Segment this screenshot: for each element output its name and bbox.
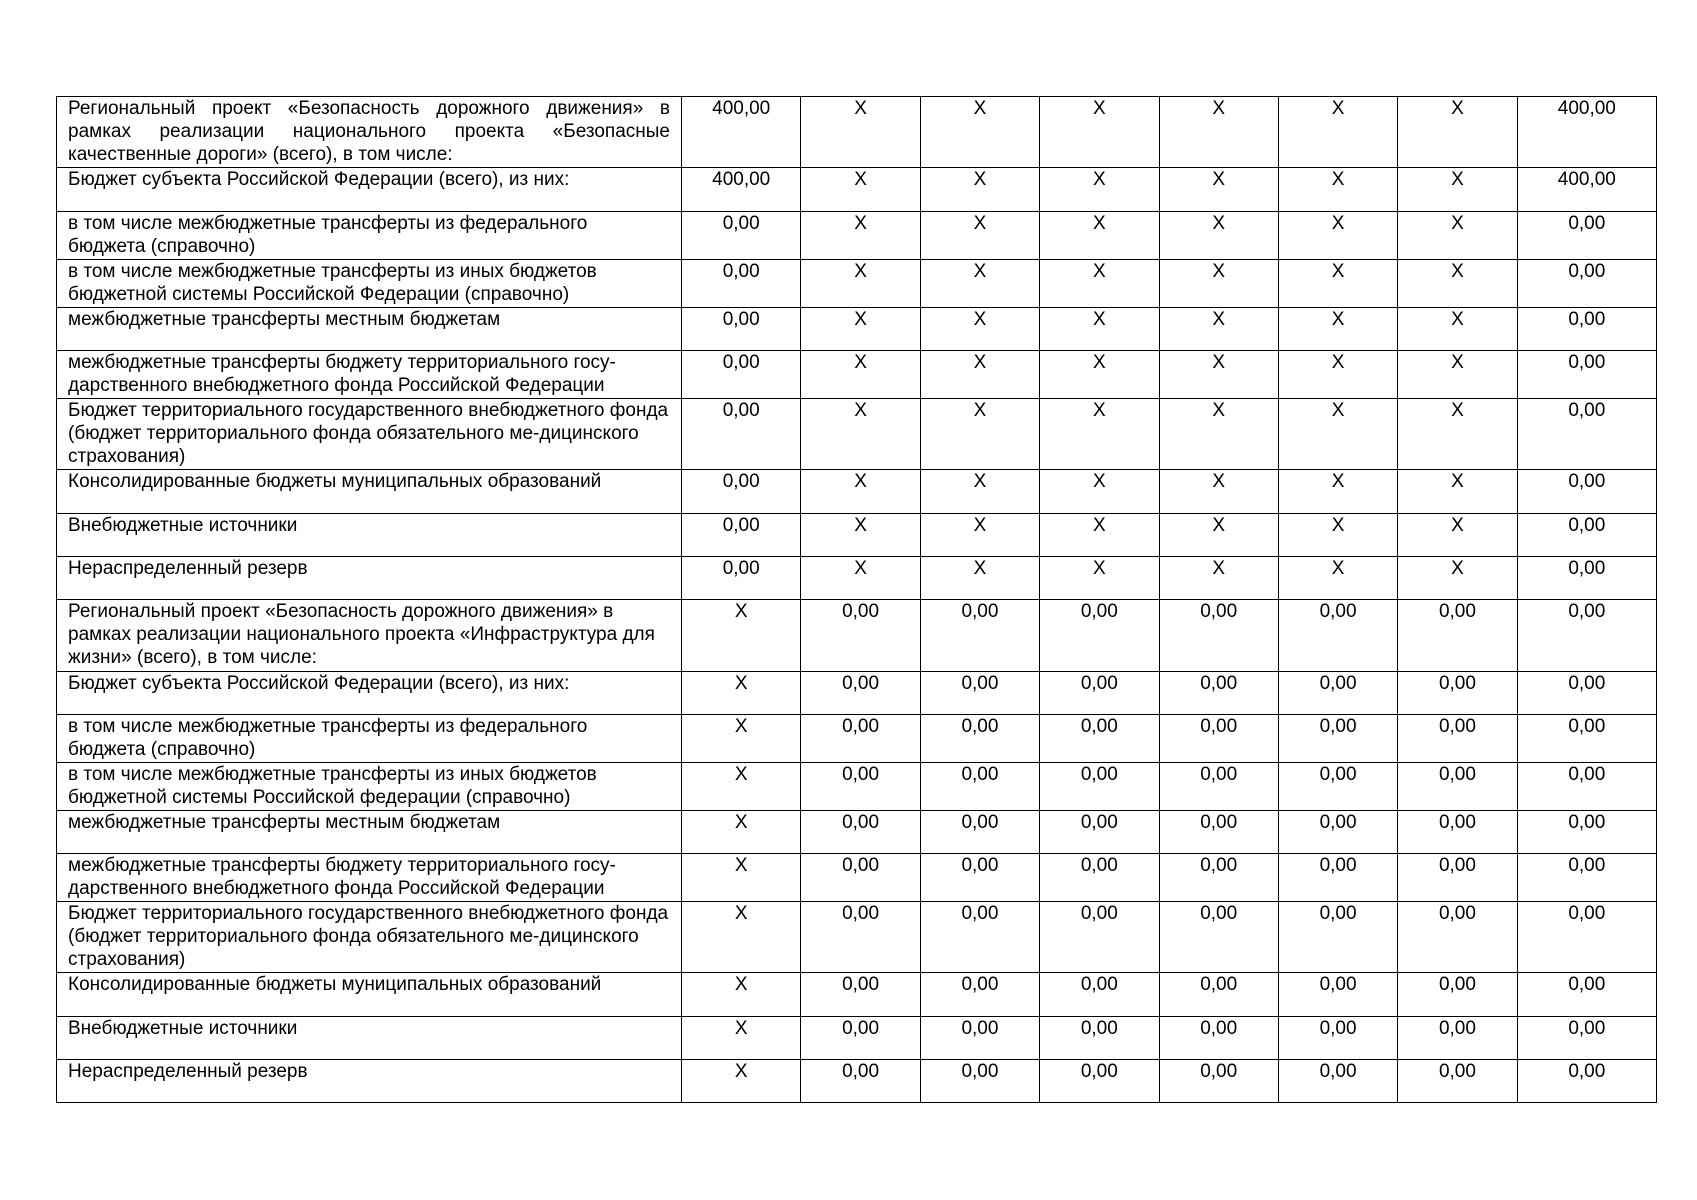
total-cell: 0,00 (1517, 715, 1656, 763)
value-cell: X (920, 557, 1039, 600)
value-cell: 0,00 (920, 715, 1039, 763)
value-cell: X (1278, 557, 1397, 600)
row-label-cell (57, 1060, 682, 1103)
total-cell: 0,00 (1517, 1017, 1656, 1060)
total-cell: 0,00 (1517, 351, 1656, 399)
total-cell: 0,00 (1517, 973, 1656, 1017)
value-cell: X (1398, 470, 1517, 514)
row-label: межбюджетные трансферты бюджету территориального госу-дарственного внебюджетного фонда Российской Федерации (68, 855, 616, 899)
row-label: межбюджетные трансферты бюджету территориального госу-дарственного внебюджетного фонда Российской Федерации (68, 352, 616, 396)
value-cell: 0,00 (1278, 672, 1397, 715)
value-cell: 0,00 (1040, 763, 1159, 811)
value-cell: 0,00 (1159, 902, 1278, 973)
value-cell: X (1040, 470, 1159, 514)
row-label: в том числе межбюджетные трансферты из иных бюджетов бюджетной системы Российской федерации (справочно) (68, 764, 597, 808)
total-cell: 0,00 (1517, 854, 1656, 902)
value-cell: 0,00 (1398, 715, 1517, 763)
value-cell: X (920, 97, 1039, 168)
value-cell: 0,00 (1278, 715, 1397, 763)
row-label: Бюджет субъекта Российской Федерации (всего), из них: (68, 169, 570, 190)
value-cell: 0,00 (920, 1060, 1039, 1103)
value-cell: 400,00 (682, 97, 801, 168)
value-cell: X (920, 260, 1039, 308)
value-cell: X (801, 351, 920, 399)
row-label-cell (57, 902, 682, 973)
value-cell: 0,00 (1398, 1017, 1517, 1060)
value-cell: X (1040, 212, 1159, 260)
value-cell: 0,00 (1159, 811, 1278, 854)
row-label: в том числе межбюджетные трансферты из иных бюджетов бюджетной системы Российской Федерации (справочно) (68, 261, 597, 305)
table-row (57, 600, 1657, 672)
table-row (57, 470, 1657, 514)
value-cell: X (1278, 399, 1397, 470)
value-cell: 0,00 (682, 399, 801, 470)
value-cell: X (1398, 514, 1517, 557)
value-cell: X (1159, 399, 1278, 470)
value-cell: X (1398, 351, 1517, 399)
value-cell: 0,00 (1159, 973, 1278, 1017)
value-cell: X (801, 260, 920, 308)
value-cell: 0,00 (1398, 973, 1517, 1017)
table-row (57, 212, 1657, 260)
value-cell: X (920, 168, 1039, 212)
value-cell: 0,00 (801, 811, 920, 854)
value-cell: X (682, 811, 801, 854)
value-cell: X (682, 600, 801, 672)
value-cell: X (1040, 97, 1159, 168)
value-cell: X (1398, 399, 1517, 470)
value-cell: 0,00 (1159, 1060, 1278, 1103)
row-label: Нераспределенный резерв (68, 1061, 308, 1082)
value-cell: 0,00 (920, 672, 1039, 715)
row-label: Бюджет субъекта Российской Федерации (всего), из них: (68, 673, 570, 694)
row-label-cell (57, 557, 682, 600)
value-cell: X (1040, 308, 1159, 351)
row-label: Консолидированные бюджеты муниципальных образований (68, 471, 602, 492)
table-row (57, 1017, 1657, 1060)
value-cell: 0,00 (1278, 902, 1397, 973)
table-row (57, 672, 1657, 715)
value-cell: X (682, 973, 801, 1017)
value-cell: 0,00 (1398, 811, 1517, 854)
table-row (57, 854, 1657, 902)
value-cell: 0,00 (920, 600, 1039, 672)
total-cell: 0,00 (1517, 470, 1656, 514)
row-label-cell (57, 973, 682, 1017)
value-cell: 0,00 (920, 811, 1039, 854)
total-cell: 400,00 (1517, 168, 1656, 212)
table-row (57, 351, 1657, 399)
row-label: Внебюджетные источники (68, 515, 298, 536)
table-row (57, 973, 1657, 1017)
value-cell: 0,00 (1159, 763, 1278, 811)
value-cell: X (920, 514, 1039, 557)
row-label-cell (57, 715, 682, 763)
table-body (57, 97, 1657, 1103)
row-label: Нераспределенный резерв (68, 558, 308, 579)
row-label-cell (57, 212, 682, 260)
row-label-cell (57, 1017, 682, 1060)
row-label-cell (57, 97, 682, 168)
value-cell: X (682, 672, 801, 715)
value-cell: 0,00 (1398, 902, 1517, 973)
value-cell: 0,00 (1278, 1017, 1397, 1060)
value-cell: 0,00 (1278, 811, 1397, 854)
value-cell: 0,00 (801, 902, 920, 973)
value-cell: X (1398, 212, 1517, 260)
row-label: в том числе межбюджетные трансферты из федерального бюджета (справочно) (68, 213, 588, 257)
value-cell: 0,00 (1398, 854, 1517, 902)
total-cell: 0,00 (1517, 514, 1656, 557)
value-cell: 0,00 (1040, 600, 1159, 672)
row-label-cell (57, 672, 682, 715)
value-cell: 0,00 (1159, 854, 1278, 902)
value-cell: X (1398, 260, 1517, 308)
value-cell: 0,00 (1040, 854, 1159, 902)
value-cell: 0,00 (682, 557, 801, 600)
value-cell: 0,00 (682, 470, 801, 514)
total-cell: 0,00 (1517, 902, 1656, 973)
value-cell: X (1159, 351, 1278, 399)
value-cell: 400,00 (682, 168, 801, 212)
row-label-cell (57, 854, 682, 902)
row-label-cell (57, 351, 682, 399)
table-row (57, 399, 1657, 470)
value-cell: X (801, 168, 920, 212)
total-cell: 0,00 (1517, 212, 1656, 260)
value-cell: 0,00 (1159, 600, 1278, 672)
value-cell: 0,00 (920, 854, 1039, 902)
value-cell: 0,00 (682, 260, 801, 308)
value-cell: 0,00 (801, 854, 920, 902)
value-cell: X (920, 212, 1039, 260)
value-cell: 0,00 (1040, 811, 1159, 854)
value-cell: 0,00 (682, 212, 801, 260)
value-cell: 0,00 (1040, 715, 1159, 763)
row-label: Региональный проект «Безопасность дорожного движения» в рамках реализации национального проекта «Безопасные качественные дороги» (всего), в том числе: (68, 98, 670, 165)
value-cell: 0,00 (1159, 672, 1278, 715)
value-cell: X (1278, 212, 1397, 260)
row-label-cell (57, 600, 682, 672)
value-cell: X (1278, 514, 1397, 557)
value-cell: X (1040, 351, 1159, 399)
value-cell: X (1159, 260, 1278, 308)
value-cell: 0,00 (801, 1017, 920, 1060)
total-cell: 0,00 (1517, 399, 1656, 470)
value-cell: 0,00 (1398, 600, 1517, 672)
value-cell: X (1040, 514, 1159, 557)
value-cell: 0,00 (801, 672, 920, 715)
value-cell: X (1159, 308, 1278, 351)
value-cell: 0,00 (1278, 854, 1397, 902)
row-label-cell (57, 168, 682, 212)
table-row (57, 715, 1657, 763)
value-cell: X (1040, 260, 1159, 308)
value-cell: 0,00 (1040, 1060, 1159, 1103)
value-cell: X (801, 308, 920, 351)
value-cell: 0,00 (801, 763, 920, 811)
value-cell: 0,00 (682, 308, 801, 351)
value-cell: X (1159, 557, 1278, 600)
value-cell: 0,00 (801, 1060, 920, 1103)
value-cell: X (682, 902, 801, 973)
value-cell: X (1398, 168, 1517, 212)
value-cell: 0,00 (920, 1017, 1039, 1060)
value-cell: X (682, 1017, 801, 1060)
value-cell: 0,00 (1040, 1017, 1159, 1060)
row-label-cell (57, 470, 682, 514)
value-cell: 0,00 (1278, 973, 1397, 1017)
row-label-cell (57, 308, 682, 351)
table-row (57, 514, 1657, 557)
value-cell: X (801, 514, 920, 557)
row-label: Региональный проект «Безопасность дорожного движения» в рамках реализации национального проекта «Инфраструктура для жизни» (всего), в том числе: (68, 601, 655, 668)
value-cell: 0,00 (1159, 715, 1278, 763)
value-cell: X (1398, 97, 1517, 168)
value-cell: X (1278, 260, 1397, 308)
value-cell: 0,00 (1278, 1060, 1397, 1103)
value-cell: X (1040, 399, 1159, 470)
table-row (57, 902, 1657, 973)
row-label: межбюджетные трансферты местным бюджетам (68, 309, 501, 330)
table-row (57, 811, 1657, 854)
value-cell: X (801, 470, 920, 514)
value-cell: X (1278, 470, 1397, 514)
value-cell: X (1159, 97, 1278, 168)
value-cell: X (801, 399, 920, 470)
row-label: Внебюджетные источники (68, 1018, 298, 1039)
value-cell: 0,00 (801, 600, 920, 672)
total-cell: 0,00 (1517, 763, 1656, 811)
value-cell: X (1278, 351, 1397, 399)
value-cell: 0,00 (1040, 973, 1159, 1017)
total-cell: 0,00 (1517, 260, 1656, 308)
value-cell: 0,00 (1398, 763, 1517, 811)
value-cell: X (682, 854, 801, 902)
total-cell: 0,00 (1517, 672, 1656, 715)
row-label-cell (57, 514, 682, 557)
value-cell: X (920, 399, 1039, 470)
total-cell: 0,00 (1517, 557, 1656, 600)
value-cell: X (1278, 97, 1397, 168)
value-cell: 0,00 (1040, 902, 1159, 973)
table-row (57, 557, 1657, 600)
value-cell: X (1159, 168, 1278, 212)
value-cell: 0,00 (1278, 600, 1397, 672)
value-cell: X (1159, 212, 1278, 260)
value-cell: X (801, 212, 920, 260)
value-cell: X (682, 1060, 801, 1103)
row-label: Консолидированные бюджеты муниципальных образований (68, 974, 602, 995)
value-cell: 0,00 (682, 514, 801, 557)
total-cell: 0,00 (1517, 1060, 1656, 1103)
value-cell: 0,00 (801, 973, 920, 1017)
row-label: Бюджет территориального государственного внебюджетного фонда (бюджет территориального фонда обязательного ме-дицинского страхования) (68, 903, 669, 970)
row-label-cell (57, 399, 682, 470)
value-cell: X (801, 557, 920, 600)
value-cell: 0,00 (1398, 672, 1517, 715)
value-cell: 0,00 (1398, 1060, 1517, 1103)
value-cell: 0,00 (801, 715, 920, 763)
table-row (57, 168, 1657, 212)
row-label: в том числе межбюджетные трансферты из федерального бюджета (справочно) (68, 716, 588, 760)
budget-table (56, 96, 1657, 1103)
total-cell: 0,00 (1517, 811, 1656, 854)
value-cell: X (1159, 514, 1278, 557)
value-cell: 0,00 (1159, 1017, 1278, 1060)
value-cell: X (920, 351, 1039, 399)
row-label-cell (57, 811, 682, 854)
value-cell: X (920, 470, 1039, 514)
row-label: межбюджетные трансферты местным бюджетам (68, 812, 501, 833)
value-cell: X (682, 763, 801, 811)
row-label: Бюджет территориального государственного внебюджетного фонда (бюджет территориального фонда обязательного ме-дицинского страхования) (68, 400, 669, 467)
table-row (57, 260, 1657, 308)
table-row (57, 1060, 1657, 1103)
value-cell: X (1040, 557, 1159, 600)
total-cell: 0,00 (1517, 308, 1656, 351)
value-cell: X (1159, 470, 1278, 514)
value-cell: X (1398, 308, 1517, 351)
value-cell: X (1398, 557, 1517, 600)
table-row (57, 308, 1657, 351)
table-row (57, 763, 1657, 811)
value-cell: X (801, 97, 920, 168)
value-cell: 0,00 (1278, 763, 1397, 811)
value-cell: 0,00 (1040, 672, 1159, 715)
row-label-cell (57, 260, 682, 308)
value-cell: X (1278, 168, 1397, 212)
value-cell: 0,00 (920, 902, 1039, 973)
total-cell: 0,00 (1517, 600, 1656, 672)
value-cell: X (1040, 168, 1159, 212)
total-cell: 400,00 (1517, 97, 1656, 168)
value-cell: X (682, 715, 801, 763)
table-row (57, 97, 1657, 168)
row-label-cell (57, 763, 682, 811)
value-cell: X (920, 308, 1039, 351)
value-cell: 0,00 (682, 351, 801, 399)
value-cell: 0,00 (920, 973, 1039, 1017)
value-cell: X (1278, 308, 1397, 351)
value-cell: 0,00 (920, 763, 1039, 811)
